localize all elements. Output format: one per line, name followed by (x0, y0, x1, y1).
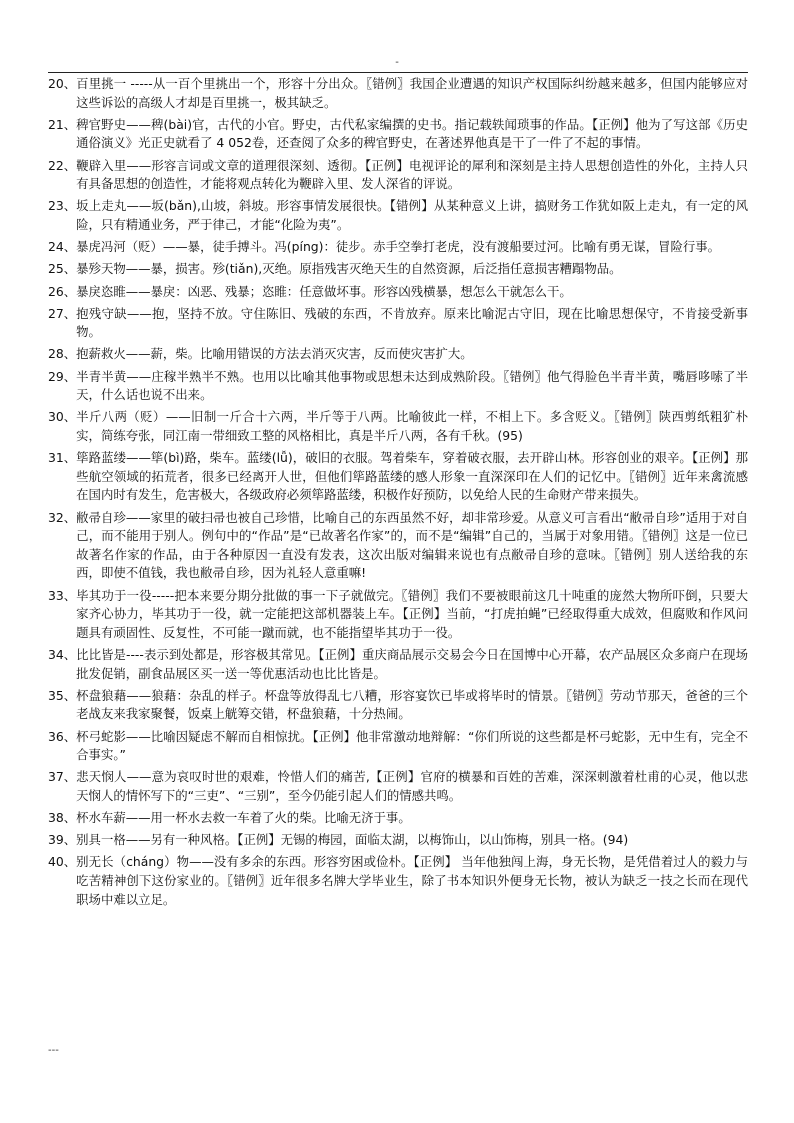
list-item (48, 587, 748, 643)
list-item (48, 157, 748, 194)
entry-number: 20、 (48, 76, 77, 91)
entry-number: 31、 (48, 450, 77, 466)
entry-number: 32、 (48, 509, 77, 525)
footer-mark: --- (48, 1045, 59, 1056)
entry-text: 暴殄天物——暴，损害。殄(tiǎn),灭绝。原指残害灭绝天生的自然资源，后泛指任意损害糟蹋物品。 (76, 261, 622, 277)
header-mark: - (395, 57, 399, 68)
list-item (48, 238, 748, 257)
entry-text: 百里挑一 -----从一百个里挑出一个，形容十分出众。〖错例〗我国企业遭遇的知识产权国际纠纷越来越多，但国内能够应对这些诉讼的高级人才却是百里挑一，极其缺乏。 (76, 76, 748, 110)
entry-number: 23、 (48, 198, 77, 214)
list-item (48, 75, 748, 112)
entry-number: 40、 (48, 854, 77, 870)
list-item (48, 853, 748, 909)
idiom-list (48, 75, 748, 913)
list-item (48, 116, 748, 153)
entry-number: 36、 (48, 728, 77, 744)
list-item (48, 345, 748, 364)
list-item (48, 768, 748, 805)
list-item (48, 197, 748, 234)
entry-text: 杯弓蛇影——比喻因疑虑不解而自相惊扰。【正例】他非常激动地辩解：“你们所说的这些都是杯弓蛇影，无中生有，完全不合事实。” (76, 728, 748, 763)
list-item (48, 509, 748, 583)
entry-number: 35、 (48, 687, 77, 703)
list-item (48, 449, 748, 505)
entry-number: 24、 (48, 239, 77, 255)
entry-text: 比比皆是----表示到处都是，形容极其常见。【正例】重庆商品展示交易会今日在国博中心开幕，农产品展区众多商户在现场批发促销，副食品展区买一送一等优惠活动也比比皆是。 (76, 646, 748, 681)
list-item (48, 831, 748, 850)
entry-text: 杯盘狼藉——狼藉：杂乱的样子。杯盘等放得乱七八糟，形容宴饮已毕或将毕时的情景。〖错例〗劳动节那天，爸爸的三个老战友来我家聚餐，饭桌上觥筹交错，杯盘狼藉，十分热闹。 (76, 687, 748, 722)
list-item (48, 728, 748, 765)
entry-text: 鞭辟入里——形容言词或文章的道理很深刻、透彻。【正例】电视评论的犀利和深刻是主持人思想创造性的外化，主持人只有具备思想的创造性，才能将观点转化为鞭辟入里、发人深省的评说。 (76, 157, 748, 192)
list-item (48, 809, 748, 828)
entry-number: 33、 (48, 587, 77, 603)
entry-number: 29、 (48, 368, 77, 384)
entry-text: 别无长（cháng）物——没有多余的东西。形容穷困或俭朴。【正例】 当年他独闯上海，身无长物，是凭借着过人的毅力与吃苦精神创下这份家业的。〖错例〗近年很多名牌大学毕业生，除了书本知识外便身无长物，被认为缺乏一技之长而在现代职场中难以立足。 (76, 854, 748, 907)
entry-number: 21、 (48, 116, 77, 132)
entry-text: 坂上走丸——坂(bǎn),山坡，斜坡。形容事情发展很快。【错例】从某种意义上讲，搞财务工作犹如阪上走丸，有一定的风险，只有精通业务，严于律己，才能“化险为夷”。 (76, 198, 748, 232)
entry-text: 悲天悯人——意为哀叹时世的艰难，怜惜人们的痛苦,【正例】官府的横暴和百姓的苦难，深深刺激着杜甫的心灵，他以悲天悯人的情怀写下的“三吏”、“三别”，至今仍能引起人们的情感共鸣。 (76, 769, 748, 803)
header-rule (48, 72, 748, 73)
entry-number: 30、 (48, 409, 77, 425)
entry-number: 22、 (48, 157, 77, 173)
entry-text: 别具一格——另有一种风格。【正例】无锡的梅园，面临太湖，以梅饰山，以山饰梅，别具一格。(94) (76, 832, 629, 848)
entry-number: 28、 (48, 346, 77, 362)
entry-number: 26、 (48, 283, 77, 299)
entry-text: 筚路蓝缕——筚(bì)路，柴车。蓝缕(lǚ)，破旧的衣服。驾着柴车，穿着破衣服，去开辟山林。形容创业的艰辛。【正例】那些航空领域的拓荒者，很多已经离开人世，但他们筚路蓝缕的感人形象一直深深印在人们的记忆中。〖错例〗近年来禽流感在国内时有发生，危害极大，各级政府必须筚路蓝缕，积极作好预防，以免给人民的生命财产带来损失。 (76, 450, 748, 503)
entry-text: 抱薪救火——薪，柴。比喻用错误的方法去消灭灾害，反而使灾害扩大。 (76, 346, 473, 362)
entry-number: 39、 (48, 832, 77, 848)
list-item (48, 260, 748, 279)
entry-text: 毕其功于一役-----把本来要分期分批做的事一下子就做完。〖错例〗我们不要被眼前这几十吨重的庞然大物所吓倒，只要大家齐心协力，毕其功于一役，就一定能把这部机器装上车。【正例】当前，“打虎拍蝇”已经取得重大成效，但腐败和作风问题具有顽固性、反复性，不可能一蹴而就，也不能指望毕其功于一役。 (76, 587, 748, 640)
list-item (48, 687, 748, 724)
entry-number: 27、 (48, 305, 77, 321)
entry-text: 稗官野史——稗(bài)官，古代的小官。野史，古代私家编撰的史书。指记载轶闻琐事的作品。【正例】他为了写这部《历史通俗演义》光正史就看了 4 052卷，还查阅了众多的稗官野史，在著述界他真是干了一件了不起的事情。 (76, 116, 748, 151)
entry-text: 暴戾恣睢——暴戾：凶恶、残暴；恣睢：任意做坏事。形容凶残横暴，想怎么干就怎么干。 (76, 283, 572, 299)
list-item (48, 283, 748, 302)
entry-number: 25、 (48, 261, 77, 277)
entry-text: 暴虎冯河（贬）——暴，徒手搏斗。冯(píng)：徒步。赤手空拳打老虎，没有渡船要过河。比喻有勇无谋，冒险行事。 (76, 239, 721, 255)
list-item (48, 368, 748, 405)
entry-text: 杯水车薪——用一杯水去救一车着了火的柴。比喻无济于事。 (76, 810, 411, 826)
entry-number: 37、 (48, 769, 77, 785)
list-item (48, 305, 748, 342)
entry-text: 抱残守缺——抱，坚持不放。守住陈旧、残破的东西，不肯放弃。原来比喻泥古守旧，现在比喻思想保守，不肯接受新事物。 (76, 305, 748, 340)
entry-text: 敝帚自珍——家里的破扫帚也被自己珍惜，比喻自己的东西虽然不好，却非常珍爱。从意义可言看出“敝帚自珍”适用于对自己，而不能用于别人。例句中的“作品”是“已故著名作家”的，而不是“编辑”自己的，当属于对象用错。〖错例〗这是一位已故著名作家的作品，由于各种原因一直没有发表，这次出版对编辑来说也有点敝帚自珍的意味。〖错例〗别人送给我的东西，即使不值钱，我也敝帚自珍，因为礼轻人意重嘛! (76, 509, 748, 581)
entry-number: 34、 (48, 646, 77, 662)
list-item (48, 408, 748, 445)
entry-text: 半青半黄——庄稼半熟半不熟。也用以比喻其他事物或思想未达到成熟阶段。〖错例〗他气得脸色半青半黄，嘴唇哆嗦了半天，什么话也说不出来。 (76, 368, 748, 403)
entry-number: 38、 (48, 810, 77, 826)
entry-text: 半斤八两（贬）——旧制一斤合十六两，半斤等于八两。比喻彼此一样，不相上下。多含贬义。〖错例〗陕西剪纸粗犷朴实，简练夸张，同江南一带细致工整的风格相比，真是半斤八两，各有千秋。(95) (76, 409, 748, 444)
list-item (48, 646, 748, 683)
